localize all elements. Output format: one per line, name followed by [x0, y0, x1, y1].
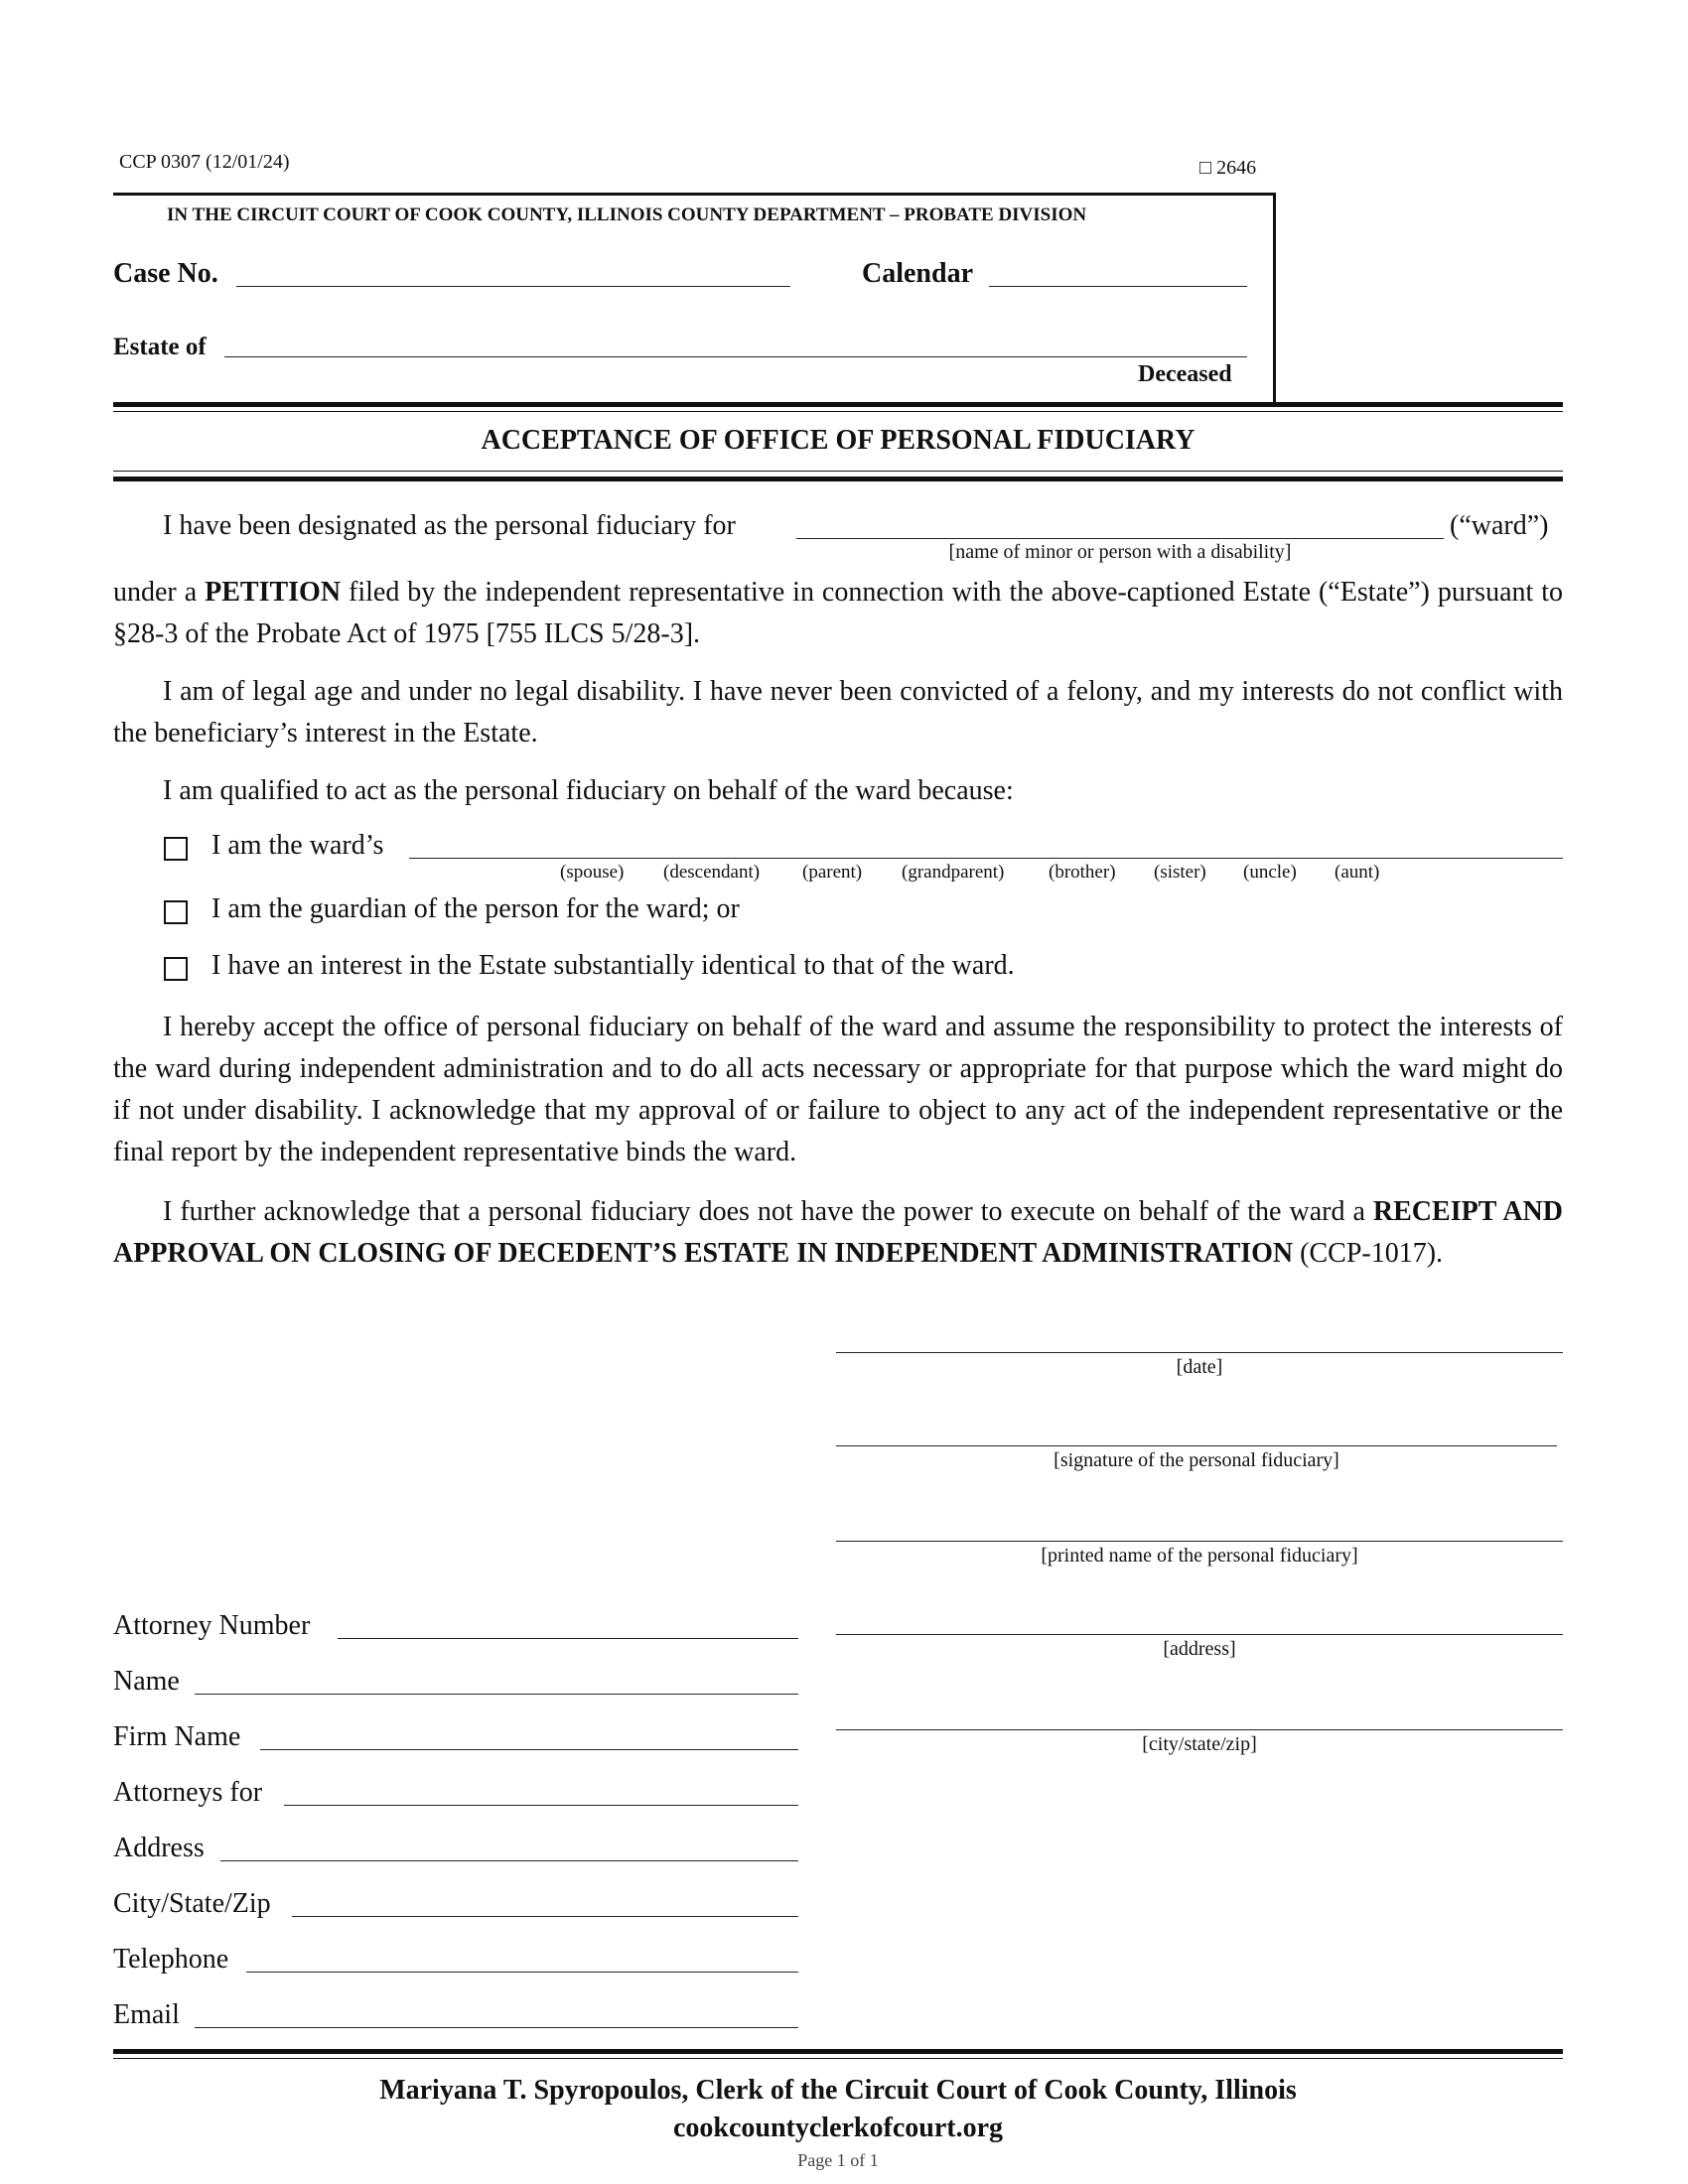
rule-bottom-thin — [113, 471, 1563, 472]
relation-parent: (parent) — [802, 862, 863, 883]
date-field[interactable] — [836, 1352, 1563, 1353]
rule-top-thin — [113, 411, 1563, 412]
attorney-name-label: Name — [113, 1666, 180, 1697]
p5-bold: RECEIPT AND APPROVAL ON CLOSING OF DECEDENT’S ESTATE IN INDEPENDENT ADMINISTRATION — [113, 1196, 1563, 1269]
ward-end: (“ward”) — [1450, 510, 1549, 541]
attorney-city-label: City/State/Zip — [113, 1888, 271, 1919]
p5-start: I further acknowledge that a personal fiduciary does not have the power to execute on behalf of the ward a — [163, 1196, 1365, 1227]
relation-uncle: (uncle) — [1243, 862, 1297, 883]
page-title: ACCEPTANCE OF OFFICE OF PERSONAL FIDUCIARY — [481, 425, 1196, 456]
p1-rest: filed by the independent representative in connection with the above-captioned Estate (“Estate”) pursuant to §28-3 of the Probate Act of 1975 [755 ILCS 5/28-3]. — [113, 577, 1564, 649]
clerk-website[interactable]: cookcountyclerkofcourt.org — [672, 2113, 1004, 2143]
date-caption: [date] — [1176, 1356, 1223, 1378]
printed-name-field[interactable] — [836, 1541, 1563, 1542]
attorney-number-label: Attorney Number — [113, 1610, 311, 1641]
estate-of-field[interactable] — [224, 356, 1247, 357]
page-number: Page 1 of 1 — [797, 2150, 879, 2170]
p1-body — [113, 572, 1563, 655]
telephone-label: Telephone — [113, 1944, 229, 1975]
p3: I am qualified to act as the personal fiduciary on behalf of the ward because: — [163, 775, 1014, 806]
telephone-field[interactable] — [246, 1972, 798, 1973]
relation-aunt: (aunt) — [1335, 862, 1380, 883]
header-box-top — [113, 193, 1273, 196]
attorney-name-field[interactable] — [195, 1694, 798, 1695]
address-caption: [address] — [1163, 1638, 1236, 1660]
option3-label: I have an interest in the Estate substantially identical to that of the ward. — [211, 950, 1015, 981]
p5-end: (CCP-1017). — [1300, 1238, 1444, 1269]
court-name: IN THE CIRCUIT COURT OF COOK COUNTY, ILLINOIS COUNTY DEPARTMENT – PROBATE DIVISION — [167, 205, 1087, 225]
firm-name-label: Firm Name — [113, 1721, 241, 1752]
firm-name-field[interactable] — [260, 1749, 798, 1750]
signature-caption: [signature of the personal fiduciary] — [1054, 1449, 1339, 1471]
relation-sister: (sister) — [1154, 862, 1206, 883]
calendar-label: Calendar — [862, 258, 973, 289]
attorney-address-field[interactable] — [220, 1860, 798, 1861]
case-no-label: Case No. — [113, 258, 218, 289]
attorney-city-field[interactable] — [292, 1916, 798, 1917]
p1-under: under a — [113, 577, 198, 608]
p5 — [113, 1191, 1563, 1275]
attorney-address-label: Address — [113, 1833, 205, 1863]
relation-grandparent: (grandparent) — [902, 862, 1005, 883]
rule-bottom-thick — [113, 477, 1563, 481]
email-label: Email — [113, 1999, 180, 2030]
city-field[interactable] — [836, 1729, 1563, 1730]
signature-field[interactable] — [836, 1445, 1557, 1446]
case-no-field[interactable] — [236, 286, 790, 287]
printed-name-caption: [printed name of the personal fiduciary] — [1041, 1545, 1358, 1567]
p1-start: I have been designated as the personal fiduciary for — [163, 510, 736, 541]
relation-descendant: (descendant) — [663, 862, 761, 883]
option3-checkbox[interactable] — [164, 957, 188, 981]
footer-rule-thin — [113, 2058, 1563, 2059]
p4: I hereby accept the office of personal fiduciary on behalf of the ward and assume the responsibility to protect the interests of the ward during independent administration and to do all acts necessary or appropriate for that purpose which the ward might do if not under disability. I acknowledge that my approval of or failure to object to any act of the independent representative or the final report by the independent representative binds the ward. — [113, 1012, 1563, 1167]
clerk-name: Mariyana T. Spyropoulos, Clerk of the Circuit Court of Cook County, Illinois — [379, 2075, 1297, 2106]
option1-checkbox[interactable] — [164, 837, 188, 861]
attorney-number-field[interactable] — [338, 1638, 798, 1639]
attorneys-for-field[interactable] — [284, 1805, 798, 1806]
attorneys-for-label: Attorneys for — [113, 1777, 263, 1808]
city-caption: [city/state/zip] — [1142, 1733, 1257, 1755]
deceased-label: Deceased — [1138, 361, 1232, 387]
rule-top-thick — [113, 402, 1563, 407]
relation-field[interactable] — [409, 858, 1563, 859]
relation-spouse: (spouse) — [560, 862, 625, 883]
option1-label: I am the ward’s — [211, 830, 384, 861]
p2: I am of legal age and under no legal disability. I have never been convicted of a felony, and my interests do not conflict with the beneficiary’s interest in the Estate. — [113, 676, 1563, 749]
petition-term: PETITION — [205, 577, 342, 608]
form-code: CCP 0307 (12/01/24) — [119, 151, 290, 173]
relation-brother: (brother) — [1049, 862, 1116, 883]
ward-name-field[interactable] — [796, 538, 1444, 539]
footer-rule-thick — [113, 2049, 1563, 2054]
estate-of-label: Estate of — [113, 334, 207, 360]
header-box-right — [1273, 193, 1276, 403]
option2-label: I am the guardian of the person for the ward; or — [211, 893, 740, 924]
email-field[interactable] — [195, 2027, 798, 2028]
form-number: □ 2646 — [1199, 157, 1257, 179]
ward-caption: [name of minor or person with a disability] — [948, 541, 1292, 563]
calendar-field[interactable] — [989, 286, 1247, 287]
address-field[interactable] — [836, 1634, 1563, 1635]
option2-checkbox[interactable] — [164, 900, 188, 924]
